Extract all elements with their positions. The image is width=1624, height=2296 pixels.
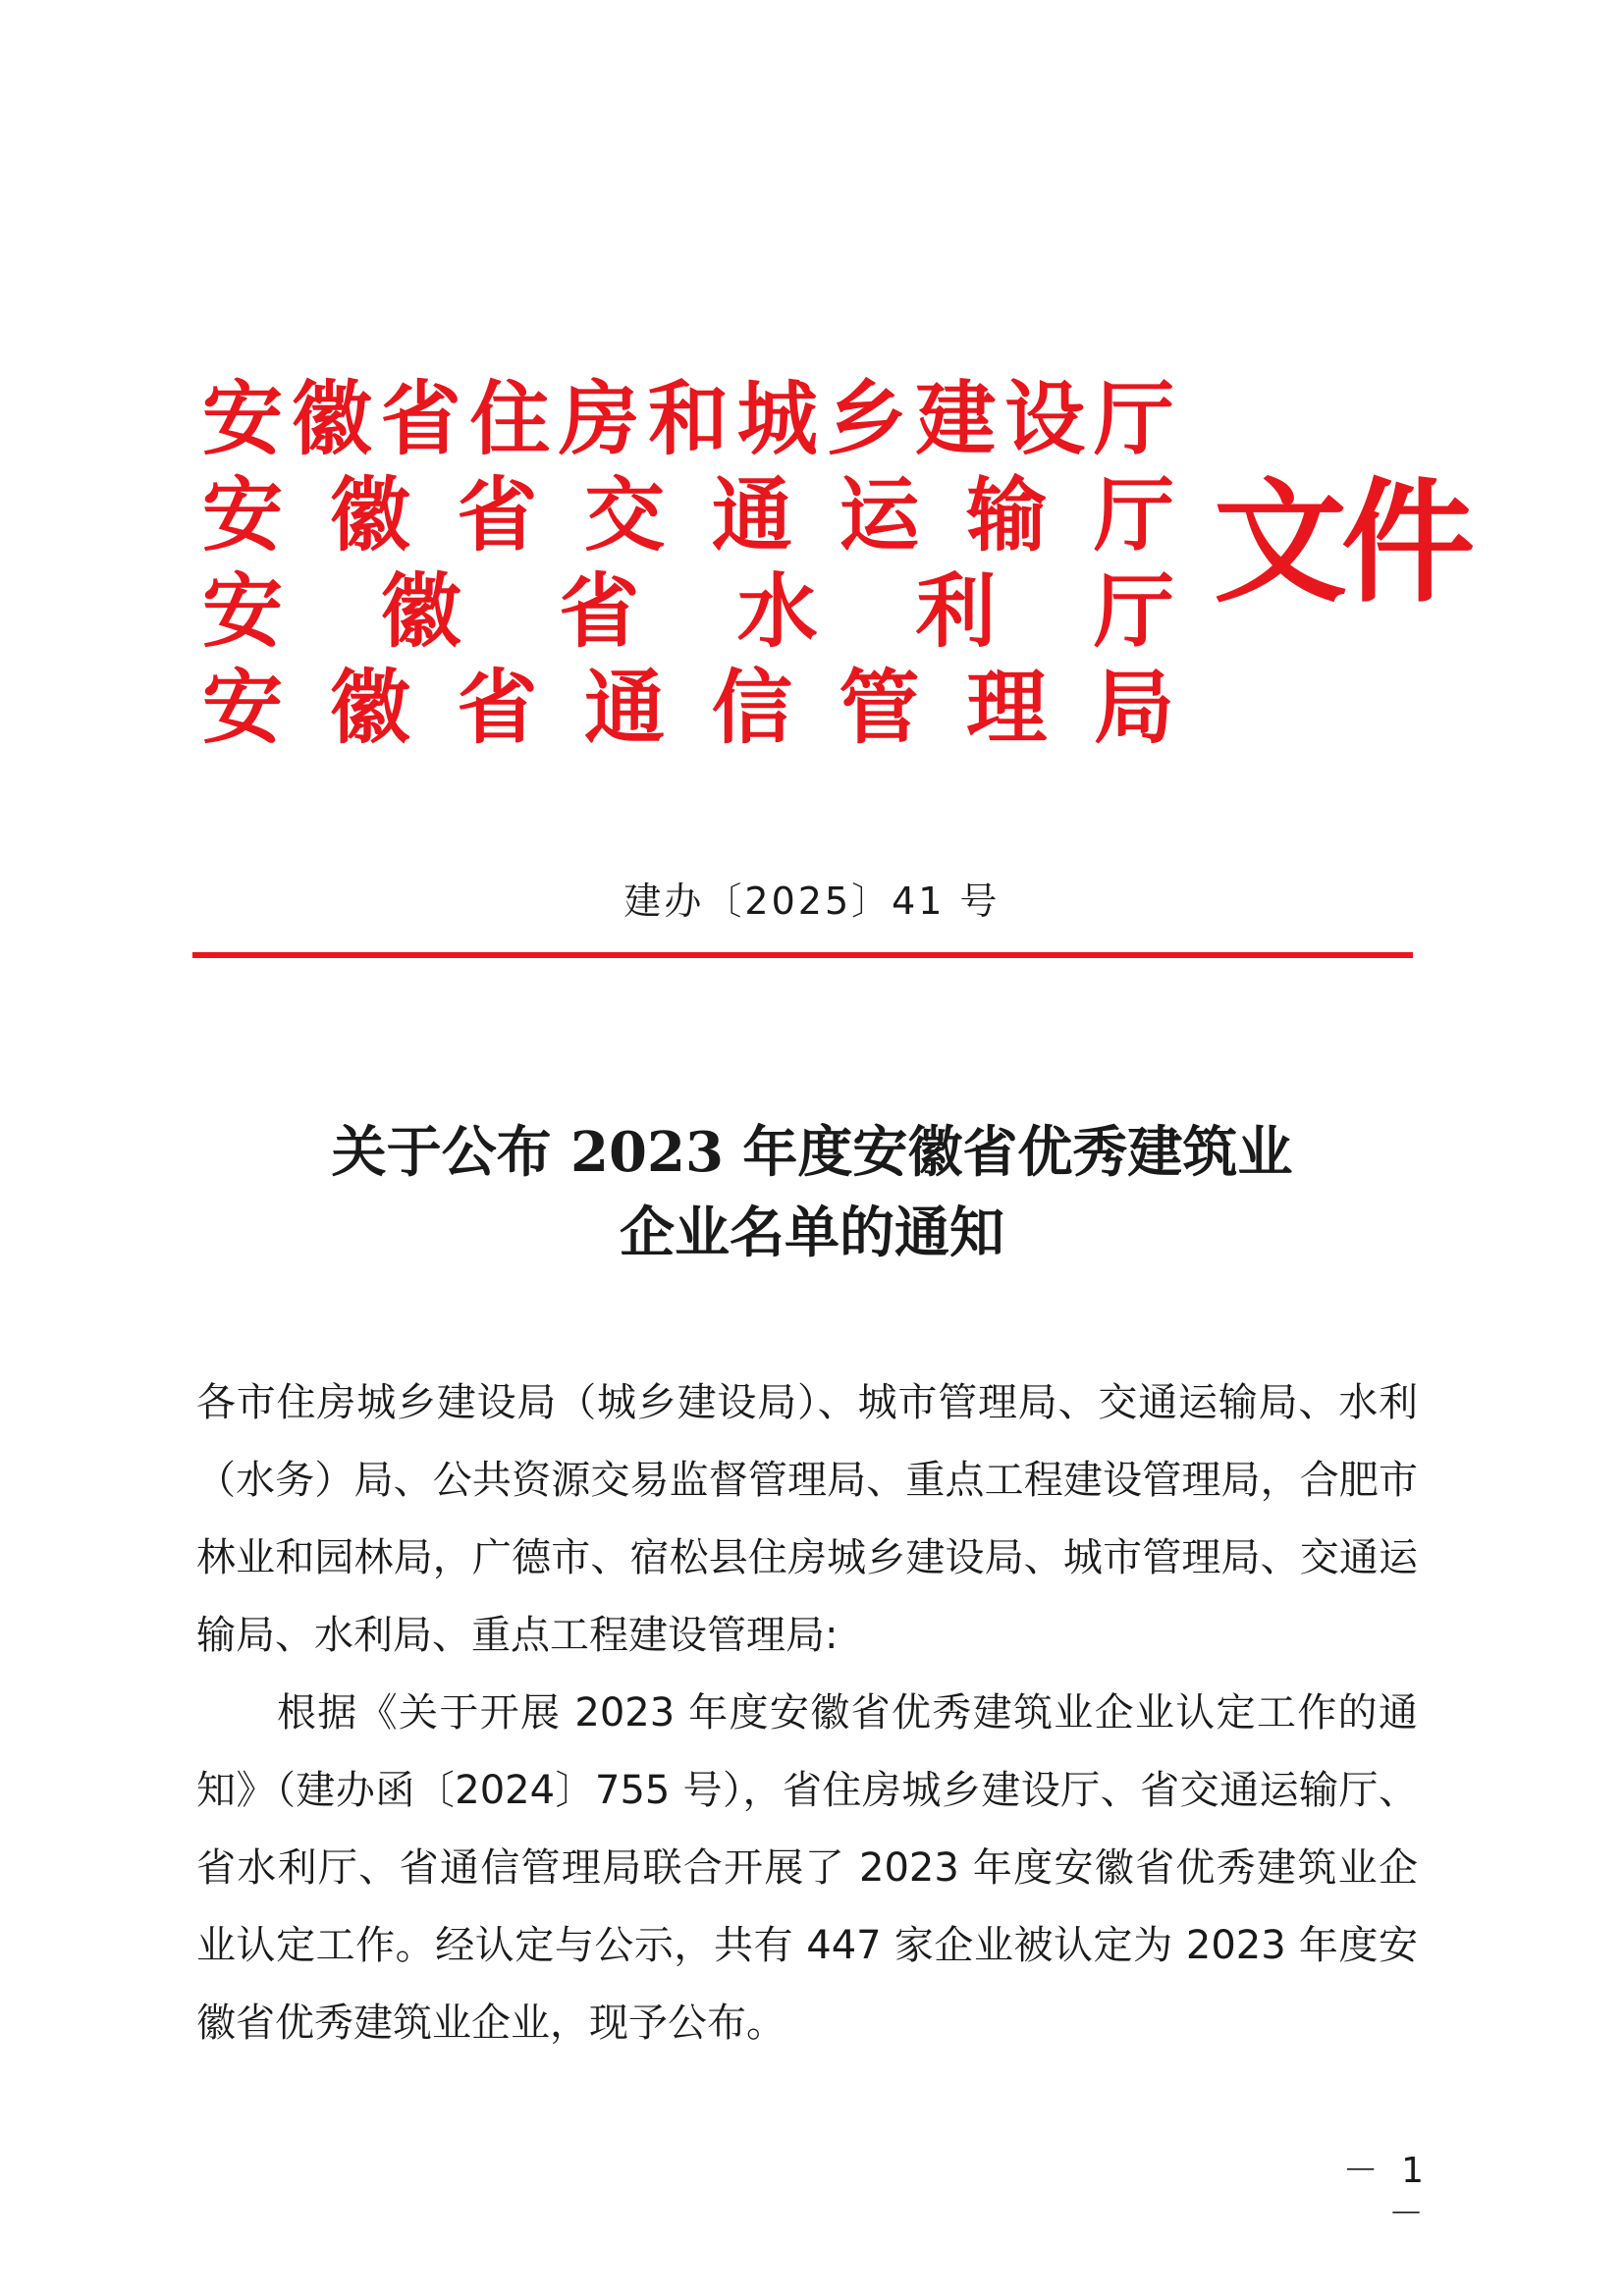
document-type-label: 文件 — [1214, 464, 1469, 621]
page-number: － 1 － — [1342, 2151, 1430, 2234]
title-line-2: 企业名单的通知 — [620, 1201, 1004, 1265]
issuer-water-resources-dept: 安徽省水利厅 — [202, 564, 1174, 659]
title-line-1: 关于公布 2023 年度安徽省优秀建筑业 — [331, 1120, 1293, 1185]
document-body — [196, 1364, 1418, 2062]
issuer-communications-bureau: 安徽省通信管理局 — [202, 661, 1174, 755]
salutation: 各市住房城乡建设局（城乡建设局）、城市管理局、交通运输局、水利（水务）局、公共资源交易监督管理局、重点工程建设管理局，合肥市林业和园林局，广德市、宿松县住房城乡建设局、城市管理局、交通运输局、水利局、重点工程建设管理局: — [196, 1380, 1418, 1658]
document-number: 建办〔2025〕41 号 — [623, 880, 1001, 923]
header-divider — [192, 952, 1413, 958]
issuer-housing-construction-dept: 安徽省住房和城乡建设厅 — [202, 372, 1174, 466]
issuer-transport-dept: 安徽省交通运输厅 — [202, 468, 1174, 562]
issuing-authorities — [202, 371, 1174, 756]
body-paragraph: 根据《关于开展 2023 年度安徽省优秀建筑业企业认定工作的通知》（建办函〔2024〕755 号），省住房城乡建设厅、省交通运输厅、省水利厅、省通信管理局联合开展了 2023 年度安徽省优秀建筑业企业认定工作。经认定与公示，共有 447 家企业被认定为 2023 年度安徽省优秀建筑业企业，现予公布。 — [196, 1690, 1418, 2046]
document-title — [0, 1112, 1624, 1273]
